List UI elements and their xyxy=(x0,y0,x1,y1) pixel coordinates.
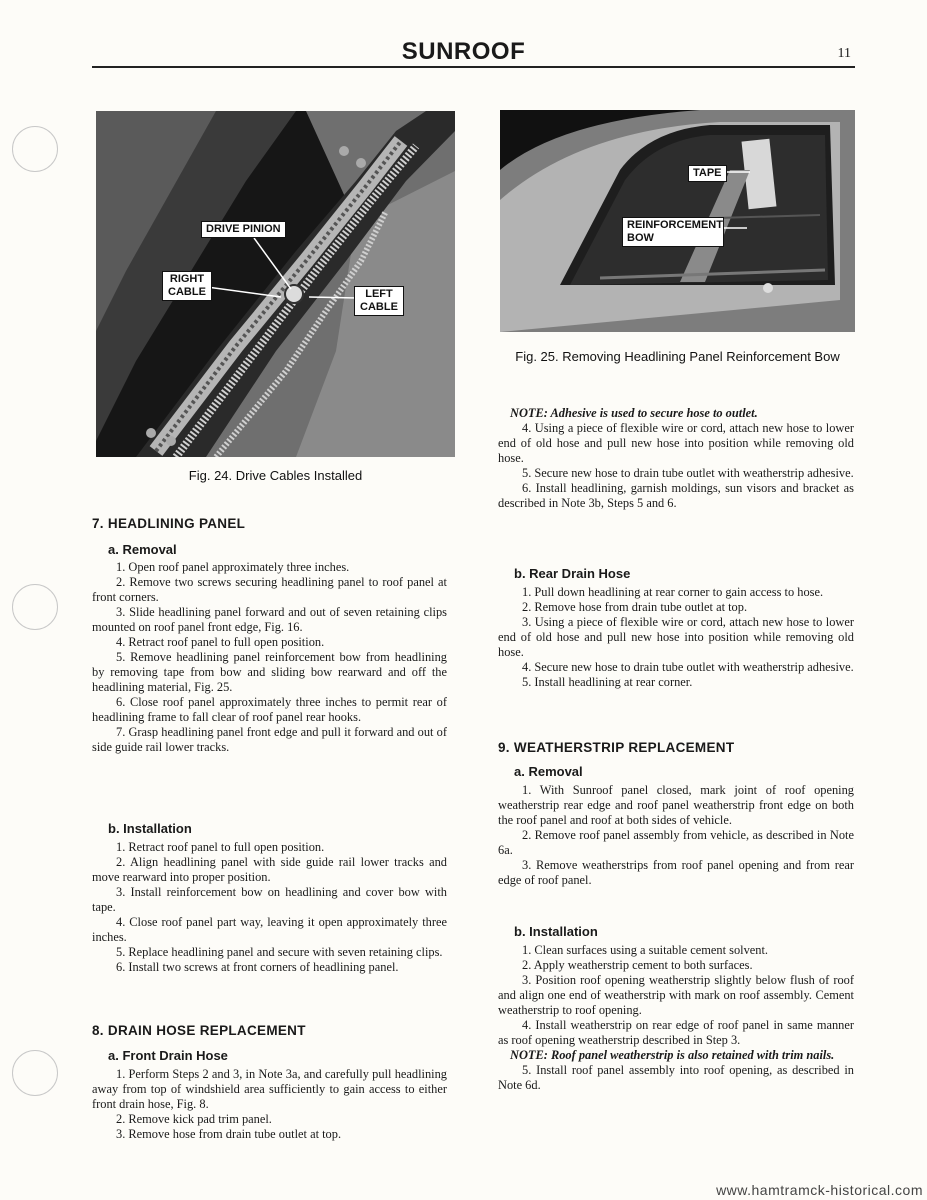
section-8-heading: 8. DRAIN HOSE REPLACEMENT xyxy=(92,1023,306,1038)
figure-25-caption: Fig. 25. Removing Headlining Panel Reinforcement Bow xyxy=(515,349,840,364)
step: 3. Remove weatherstrips from roof panel opening and from rear edge of roof panel. xyxy=(498,858,854,887)
punch-hole-bottom xyxy=(12,1050,58,1096)
section-9-heading: 9. WEATHERSTRIP REPLACEMENT xyxy=(498,740,735,755)
section-9b-steps xyxy=(498,943,854,1093)
label-left-cable: LEFT CABLE xyxy=(354,286,404,316)
page-title: SUNROOF xyxy=(401,38,526,65)
section-8a-heading: a. Front Drain Hose xyxy=(108,1048,228,1063)
step: 3. Remove hose from drain tube outlet at top. xyxy=(116,1127,342,1141)
label-tape: TAPE xyxy=(688,165,727,182)
step: 6. Install headlining, garnish moldings, sun visors and bracket as described in Note 3b, Steps 5 and 6. xyxy=(498,481,854,510)
drive-cables-photo xyxy=(96,111,455,457)
label-right-cable: RIGHT CABLE xyxy=(162,271,212,301)
section-8b-steps xyxy=(498,585,854,690)
footer-url: www.hamtramck-historical.com xyxy=(716,1182,923,1198)
label-reinforcement-bow: REINFORCEMENT BOW xyxy=(622,217,724,247)
step: 2. Remove hose from drain tube outlet at top. xyxy=(522,600,748,614)
section-7a-heading: a. Removal xyxy=(108,542,177,557)
step: 5. Secure new hose to drain tube outlet with weatherstrip adhesive. xyxy=(522,466,854,480)
section-9a-heading: a. Removal xyxy=(514,764,583,779)
section-8a-continued xyxy=(498,406,854,511)
header-divider xyxy=(92,66,855,68)
step: 3. Position roof opening weatherstrip slightly below flush of roof and align one end of weatherstrip with mark on roof assembly. Cement weatherstrip to roof opening. xyxy=(498,973,854,1017)
step: 5. Install headlining at rear corner. xyxy=(522,675,693,689)
figure-24-photo xyxy=(96,111,455,457)
section-7b-heading: b. Installation xyxy=(108,821,192,836)
step: 3. Install reinforcement bow on headlining and cover bow with tape. xyxy=(92,885,447,914)
page-number: 11 xyxy=(837,46,851,61)
figure-25-photo xyxy=(500,110,855,332)
step: 4. Using a piece of flexible wire or cord, attach new hose to lower end of old hose and pull new hose into position while removing old hose. xyxy=(498,421,854,465)
punch-hole-top xyxy=(12,126,58,172)
step: 1. Open roof panel approximately three inches. xyxy=(116,560,350,574)
step: 7. Grasp headlining panel front edge and pull it forward and out of side guide rail lower tracks. xyxy=(92,725,447,754)
step: 1. Perform Steps 2 and 3, in Note 3a, and carefully pull headlining away from top of windshield area sufficiently to gain access to either front drain hose, Fig. 8. xyxy=(92,1067,447,1111)
step: 1. Pull down headlining at rear corner to gain access to hose. xyxy=(522,585,824,599)
step: 2. Align headlining panel with side guide rail lower tracks and move rearward into proper position. xyxy=(92,855,447,884)
step: 2. Remove two screws securing headlining panel to roof panel at front corners. xyxy=(92,575,447,604)
section-7-heading: 7. HEADLINING PANEL xyxy=(92,516,246,531)
step: 5. Remove headlining panel reinforcement bow from headlining by removing tape from bow and sliding bow rearward and off the headlining material, Fig. 25. xyxy=(92,650,447,694)
section-9b-heading: b. Installation xyxy=(514,924,598,939)
step: 1. With Sunroof panel closed, mark joint of roof opening weatherstrip rear edge and roof panel weatherstrip front edge on both the roof panel and roof at both sides of vehicle. xyxy=(498,783,854,827)
step: 5. Install roof panel assembly into roof opening, as described in Note 6d. xyxy=(498,1063,854,1092)
figure-24-caption: Fig. 24. Drive Cables Installed xyxy=(188,468,363,483)
step: 2. Apply weatherstrip cement to both surfaces. xyxy=(522,958,753,972)
step: 4. Install weatherstrip on rear edge of roof panel in same manner as roof opening weatherstrip described in Step 3. xyxy=(498,1018,854,1047)
section-7a-steps xyxy=(92,560,447,755)
punch-hole-middle xyxy=(12,584,58,630)
section-9a-steps xyxy=(498,783,854,888)
step: 3. Using a piece of flexible wire or cord, attach new hose to lower end of old hose and pull new hose into position while removing old hose. xyxy=(498,615,854,659)
step: 2. Remove kick pad trim panel. xyxy=(116,1112,272,1126)
adhesive-note: NOTE: Adhesive is used to secure hose to outlet. xyxy=(510,406,758,420)
section-8b-heading: b. Rear Drain Hose xyxy=(514,566,631,581)
step: 4. Secure new hose to drain tube outlet with weatherstrip adhesive. xyxy=(522,660,854,674)
label-drive-pinion: DRIVE PINION xyxy=(201,221,286,238)
step: 6. Install two screws at front corners of headlining panel. xyxy=(116,960,399,974)
step: 6. Close roof panel approximately three inches to permit rear of headlining frame to fall clear of roof panel rear hooks. xyxy=(92,695,447,724)
section-7b-steps xyxy=(92,840,447,975)
step: 2. Remove roof panel assembly from vehicle, as described in Note 6a. xyxy=(498,828,854,857)
step: 1. Clean surfaces using a suitable cement solvent. xyxy=(522,943,769,957)
step: 4. Retract roof panel to full open position. xyxy=(116,635,325,649)
step: 3. Slide headlining panel forward and out of seven retaining clips mounted on roof panel front edge, Fig. 16. xyxy=(92,605,447,634)
trim-nails-note: NOTE: Roof panel weatherstrip is also retained with trim nails. xyxy=(510,1048,835,1062)
section-8a-steps xyxy=(92,1067,447,1142)
step: 5. Replace headlining panel and secure with seven retaining clips. xyxy=(116,945,443,959)
step: 1. Retract roof panel to full open position. xyxy=(116,840,325,854)
step: 4. Close roof panel part way, leaving it open approximately three inches. xyxy=(92,915,447,944)
